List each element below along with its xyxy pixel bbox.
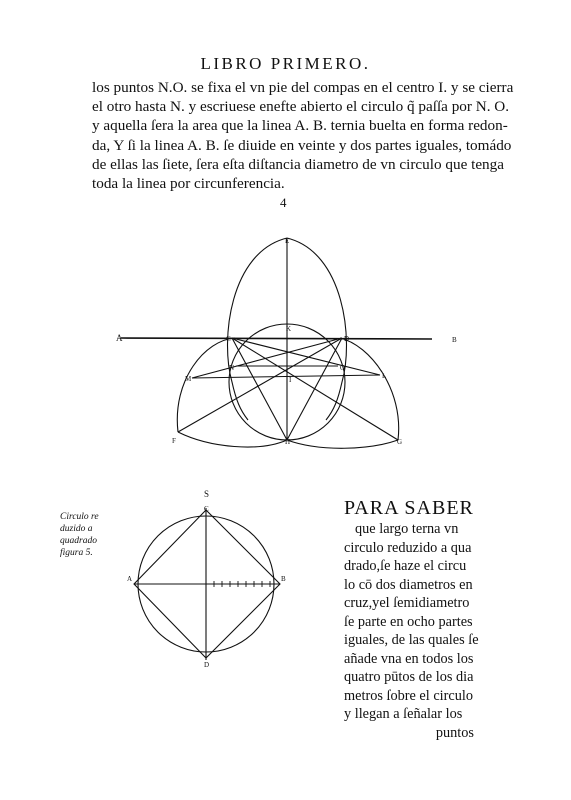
label-k: K	[286, 325, 292, 333]
label-e: E	[285, 237, 290, 245]
margin-note-line: figura 5.	[60, 548, 93, 558]
figure-number: 4	[280, 195, 287, 210]
paragraph-line: añade vna en todos los	[344, 650, 474, 667]
label-a: A	[116, 333, 123, 343]
paragraph-line: y llegan a ſeñalar los	[344, 706, 463, 722]
body-line: da, Y ſi la linea A. B. ſe diuide en veinte y dos partes iguales, tomádo	[92, 136, 512, 154]
paragraph-line: cruz,yel ſemidiametro	[344, 595, 470, 611]
line-ab	[121, 338, 432, 339]
heading-rest: ARA SABER	[354, 497, 474, 519]
body-line: de ellas las ſiete, ſera eſta diſtancia diametro de vn circulo que tenga	[92, 155, 504, 173]
geometric-figure-5	[0, 485, 300, 675]
label-l: L	[382, 372, 387, 380]
label-h: H	[285, 438, 291, 446]
line-lc	[232, 338, 380, 375]
label-d: D	[344, 335, 350, 343]
paragraph-line: iguales, de las quales ſe	[344, 632, 479, 648]
body-line: toda la linea por circunferencia.	[92, 175, 285, 193]
label-c: C	[204, 505, 209, 513]
paragraph-heading	[344, 496, 474, 520]
label-s: S	[204, 489, 210, 499]
paragraph-line: puntos	[435, 724, 474, 741]
label-b: B	[452, 336, 457, 344]
body-line: los puntos N.O. se fixa el vn pie del compas en el centro I. y se cierra	[92, 79, 514, 96]
geometric-figure-4	[0, 220, 571, 460]
paragraph-line: circulo reduzido a qua	[344, 539, 472, 556]
paragraph-line: metros ſobre el circulo	[344, 687, 474, 704]
label-c: C	[226, 335, 231, 343]
margin-note-line: Circulo re	[60, 512, 99, 522]
paragraph-line: que largo terna vn	[355, 521, 459, 537]
paragraph-line: drado,ſe haze el circu	[344, 558, 467, 574]
paragraph-line: lo cō dos diametros en	[344, 576, 473, 593]
line-c-bottom	[232, 338, 287, 440]
paragraph-line: quatro pūtos de los dia	[344, 669, 474, 685]
body-line: y aquella ſera la area que la linea A. B. ternia buelta en forma redon-	[92, 117, 508, 135]
page-header: LIBRO PRIMERO.	[200, 54, 371, 73]
left-large-arc	[177, 338, 235, 432]
label-a: A	[127, 575, 133, 583]
line-md	[192, 338, 342, 378]
label-b: B	[281, 575, 286, 583]
label-o: O	[340, 364, 346, 372]
label-n: N	[229, 364, 235, 372]
right-large-arc	[340, 338, 399, 440]
body-line: el otro hasta N. y escriuese enefte abierto el circulo q̃ paſſa por N. O.	[92, 98, 510, 116]
margin-note-line: quadrado	[60, 536, 97, 546]
label-d: D	[204, 661, 210, 669]
label-g: G	[397, 438, 403, 446]
label-m: M	[185, 375, 192, 383]
right-lens-arc	[287, 238, 346, 420]
line-df	[178, 338, 342, 432]
margin-note-line: duzido a	[60, 524, 93, 534]
right-paragraph	[344, 496, 479, 742]
label-f: F	[172, 437, 176, 445]
line-ml	[192, 375, 380, 378]
label-i: I	[289, 376, 292, 384]
paragraph-line: ſe parte en ocho partes	[344, 613, 473, 630]
initial-letter: P	[344, 497, 355, 519]
body-paragraph	[92, 78, 514, 193]
left-lens-arc	[228, 237, 290, 420]
